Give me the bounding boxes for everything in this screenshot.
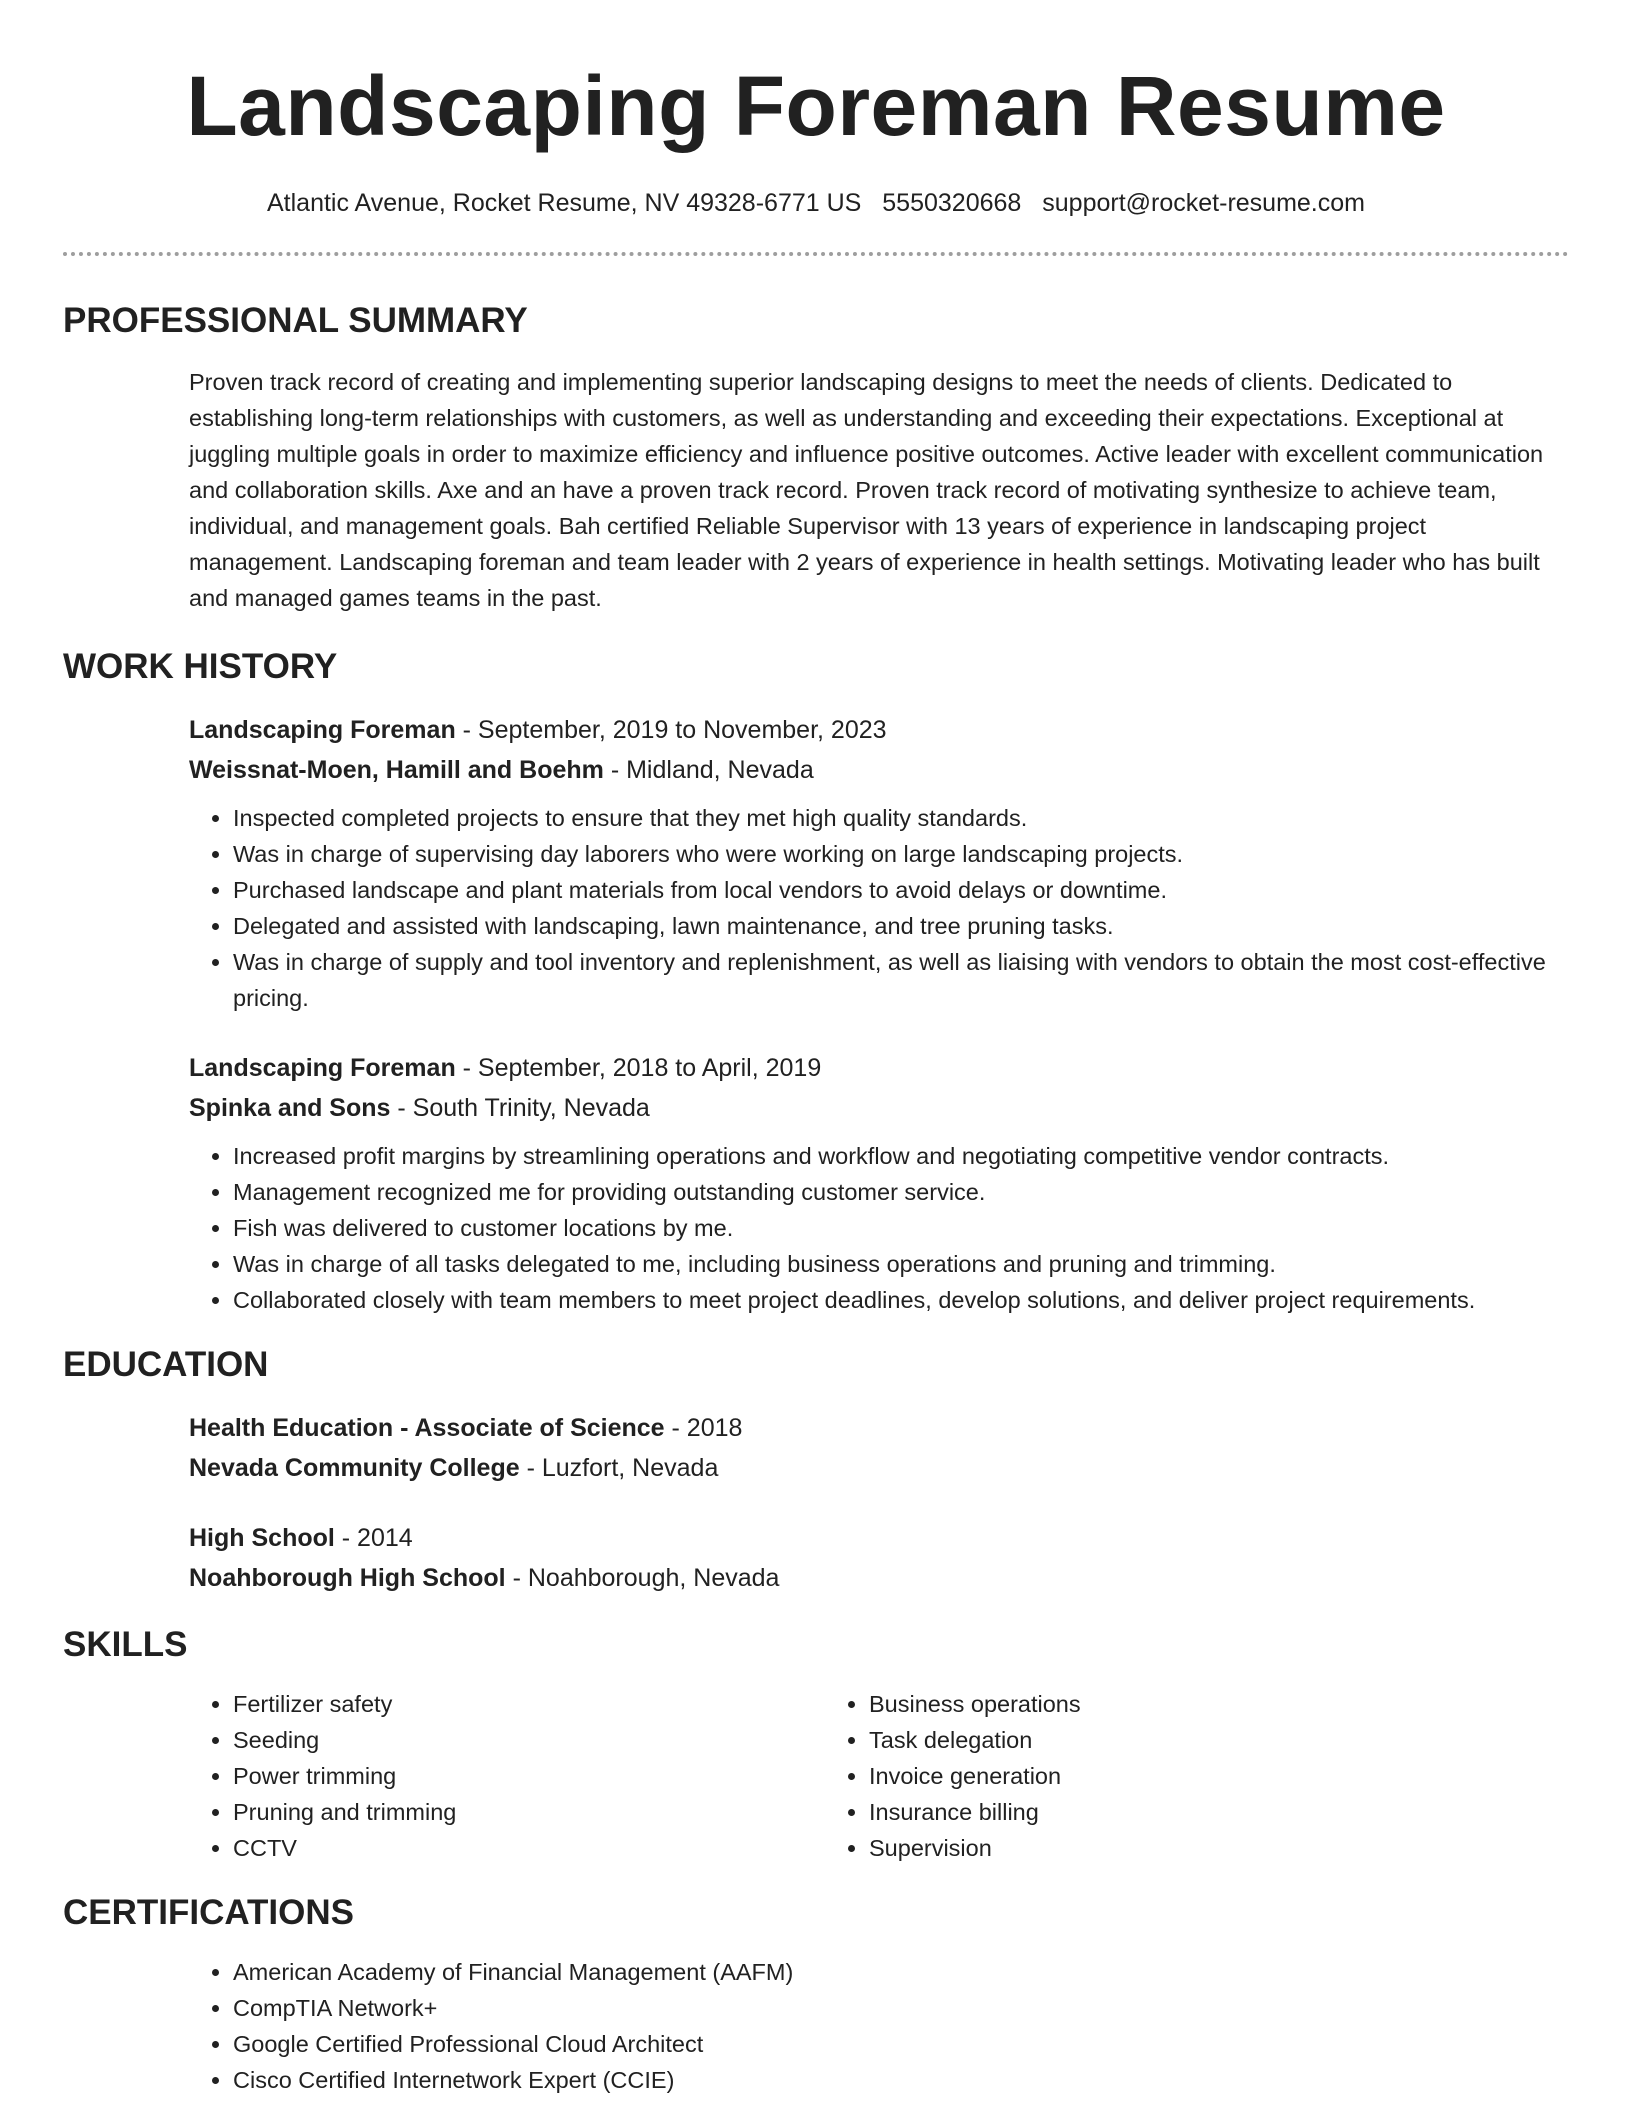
skills-column-right [825, 1686, 1081, 1866]
education-degree: Health Education - Associate of Science [189, 1414, 665, 1442]
education-school: Nevada Community College [189, 1454, 520, 1482]
education-location: - Luzfort, Nevada [519, 1454, 719, 1482]
job-entry [189, 710, 1569, 1016]
education-year: - 2014 [334, 1524, 413, 1552]
list-item: • Google Certified Professional Cloud Architect [233, 2026, 1569, 2062]
job-company-line [189, 1088, 1569, 1128]
list-item: • Management recognized me for providing outstanding customer service. [233, 1174, 1569, 1210]
certifications-list [189, 1954, 1569, 2098]
job-dates: - September, 2019 to November, 2023 [455, 716, 887, 744]
education-entry [189, 1518, 1569, 1598]
job-title-line [189, 1048, 1569, 1088]
list-item: • Pruning and trimming [233, 1794, 825, 1830]
list-item: • Was in charge of all tasks delegated to me, including business operations and pruning and trimming. [233, 1246, 1569, 1282]
job-company: Weissnat-Moen, Hamill and Boehm [189, 756, 604, 784]
education-degree-line [189, 1518, 1569, 1558]
skills-heading: SKILLS [63, 1625, 188, 1664]
list-item: • CompTIA Network+ [233, 1990, 1569, 2026]
header-divider [63, 252, 1569, 256]
list-item: • Was in charge of supervising day laborers who were working on large landscaping projects. [233, 836, 1569, 872]
job-company: Spinka and Sons [189, 1094, 391, 1122]
education-degree: High School [189, 1524, 335, 1552]
education-school-line [189, 1448, 1569, 1488]
education-year: - 2018 [664, 1414, 743, 1442]
list-item: • Delegated and assisted with landscaping, lawn maintenance, and tree pruning tasks. [233, 908, 1569, 944]
skills-column-left [189, 1686, 825, 1866]
job-location: - Midland, Nevada [603, 756, 814, 784]
list-item: • Fish was delivered to customer locations by me. [233, 1210, 1569, 1246]
summary-heading: PROFESSIONAL SUMMARY [63, 301, 528, 340]
job-dates: - September, 2018 to April, 2019 [455, 1054, 822, 1082]
list-item: • Insurance billing [869, 1794, 1081, 1830]
resume-title: Landscaping Foreman Resume [186, 59, 1446, 153]
list-item: • Was in charge of supply and tool inventory and replenishment, as well as liaising with vendors to obtain the most cost-effective pricing. [233, 944, 1569, 1016]
work-history-heading: WORK HISTORY [63, 647, 338, 686]
list-item: • Cisco Certified Internetwork Expert (CCIE) [233, 2062, 1569, 2098]
list-item: • Business operations [869, 1686, 1081, 1722]
list-item: • Increased profit margins by streamlining operations and workflow and negotiating competitive vendor contracts. [233, 1138, 1569, 1174]
list-item: • American Academy of Financial Management (AAFM) [233, 1954, 1569, 1990]
education-degree-line [189, 1408, 1569, 1448]
education-school-line [189, 1558, 1569, 1598]
contact-phone: 5550320668 [882, 189, 1022, 217]
list-item: • Inspected completed projects to ensure that they met high quality standards. [233, 800, 1569, 836]
list-item: • Supervision [869, 1830, 1081, 1866]
list-item: • Invoice generation [869, 1758, 1081, 1794]
list-item: • Collaborated closely with team members to meet project deadlines, develop solutions, and deliver project requirements. [233, 1282, 1569, 1318]
list-item: • Task delegation [869, 1722, 1081, 1758]
certifications-heading: CERTIFICATIONS [63, 1893, 355, 1932]
education-entry [189, 1408, 1569, 1488]
list-item: • CCTV [233, 1830, 825, 1866]
job-company-line [189, 750, 1569, 790]
job-bullets [189, 1138, 1569, 1318]
list-item: • Fertilizer safety [233, 1686, 825, 1722]
job-bullets [189, 800, 1569, 1016]
job-location: - South Trinity, Nevada [390, 1094, 650, 1122]
job-entry [189, 1048, 1569, 1318]
contact-address: Atlantic Avenue, Rocket Resume, NV 49328-6771 US [267, 189, 862, 217]
contact-line [0, 188, 1632, 218]
list-item: • Power trimming [233, 1758, 825, 1794]
education-school: Noahborough High School [189, 1564, 506, 1592]
contact-email: support@rocket-resume.com [1042, 189, 1365, 217]
education-heading: EDUCATION [63, 1345, 269, 1384]
skills-columns [189, 1686, 1569, 1866]
job-title: Landscaping Foreman [189, 716, 456, 744]
list-item: • Purchased landscape and plant materials from local vendors to avoid delays or downtime. [233, 872, 1569, 908]
job-title: Landscaping Foreman [189, 1054, 456, 1082]
summary-text: Proven track record of creating and implementing superior landscaping designs to meet the needs of clients. Dedicated to establishing long-term relationships with customers, as well as understanding and exceeding their expectations. Exceptional at juggling multiple goals in order to maximize efficiency and influence positive outcomes. Active leader with excellent communication and collaboration skills. Axe and an have a proven track record. Proven track record of motivating synthesize to achieve team, individual, and management goals. Bah certified Reliable Supervisor with 13 years of experience in landscaping project management. Landscaping foreman and team leader with 2 years of experience in health settings. Motivating leader who has built and managed games teams in the past. [189, 369, 1544, 611]
job-title-line [189, 710, 1569, 750]
education-location: - Noahborough, Nevada [505, 1564, 780, 1592]
list-item: • Seeding [233, 1722, 825, 1758]
